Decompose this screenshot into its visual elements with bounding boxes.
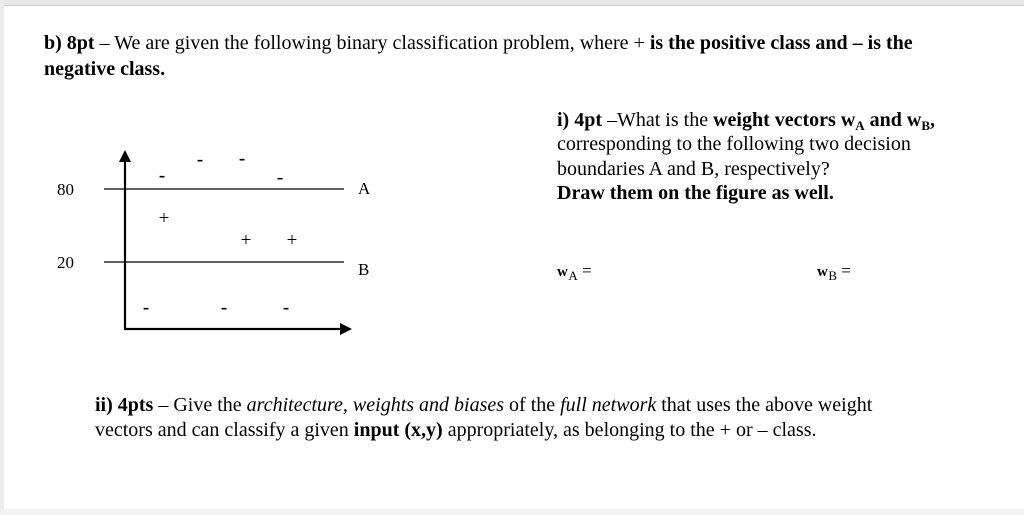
y-tick-label-80: 80 [57, 180, 74, 199]
negative-point-4: - [276, 167, 284, 188]
q2-text-3: of the [504, 394, 561, 416]
problem-points: 8pt [66, 32, 95, 54]
problem-text: – We are given the following binary classification problem, where + [94, 32, 650, 54]
q2-text-1: – Give the [153, 394, 247, 416]
q2-text-5: that uses the above weight [656, 394, 873, 416]
q2-italic-2: full network [560, 394, 657, 416]
negative-point-8: - [142, 297, 150, 318]
y-axis-arrowhead [119, 150, 131, 162]
positive-point-5: + [158, 208, 170, 229]
positive-point-7: + [286, 230, 298, 251]
negative-point-3: - [238, 148, 246, 169]
question-i-line2: corresponding to the following two decision [557, 133, 911, 155]
negative-point-2: - [196, 149, 204, 170]
subscript-a: A [855, 118, 865, 133]
q2-input-bold: input (x,y) [353, 419, 443, 441]
y-tick-label-20: 20 [57, 253, 74, 272]
q2-italic-1: architecture, weights and biases [246, 394, 505, 416]
wb-equals: = [837, 261, 851, 280]
wa-variable: w [557, 264, 569, 280]
negative-point-9: - [220, 297, 228, 318]
positive-point-6: + [240, 230, 252, 251]
question-i-line3: boundaries A and B, respectively? [557, 158, 830, 180]
problem-text-bold-2: negative class. [44, 58, 166, 80]
boundary-label-b: B [358, 260, 370, 279]
negative-point-1: - [158, 165, 166, 186]
wb-variable: w [817, 264, 829, 280]
q2-line2-a: vectors and can classify a given [95, 419, 354, 441]
draw-instruction: Draw them on the figure as well. [557, 182, 834, 204]
wb-subscript: B [828, 268, 838, 283]
subscript-b: B [921, 118, 931, 133]
weight-vectors-text: weight vectors w [713, 109, 856, 131]
problem-label: b) [44, 32, 62, 54]
wa-subscript: A [568, 268, 578, 283]
question-ii-label: ii) 4pts [95, 394, 154, 416]
x-axis-arrowhead [340, 323, 352, 335]
question-i-label: i) 4pt [557, 109, 602, 131]
wa-equals: = [577, 261, 592, 280]
negative-point-10: - [282, 297, 290, 318]
q2-line2-b: appropriately, as belonging to the + or – class. [442, 419, 817, 441]
question-i-text: –What is the [602, 109, 714, 131]
plot-marks [57, 148, 371, 318]
comma-text: , [930, 109, 936, 131]
boundary-label-a: A [358, 179, 371, 198]
and-w-text: and w [864, 109, 922, 131]
problem-text-bold: is the positive class and – is the [649, 32, 913, 54]
